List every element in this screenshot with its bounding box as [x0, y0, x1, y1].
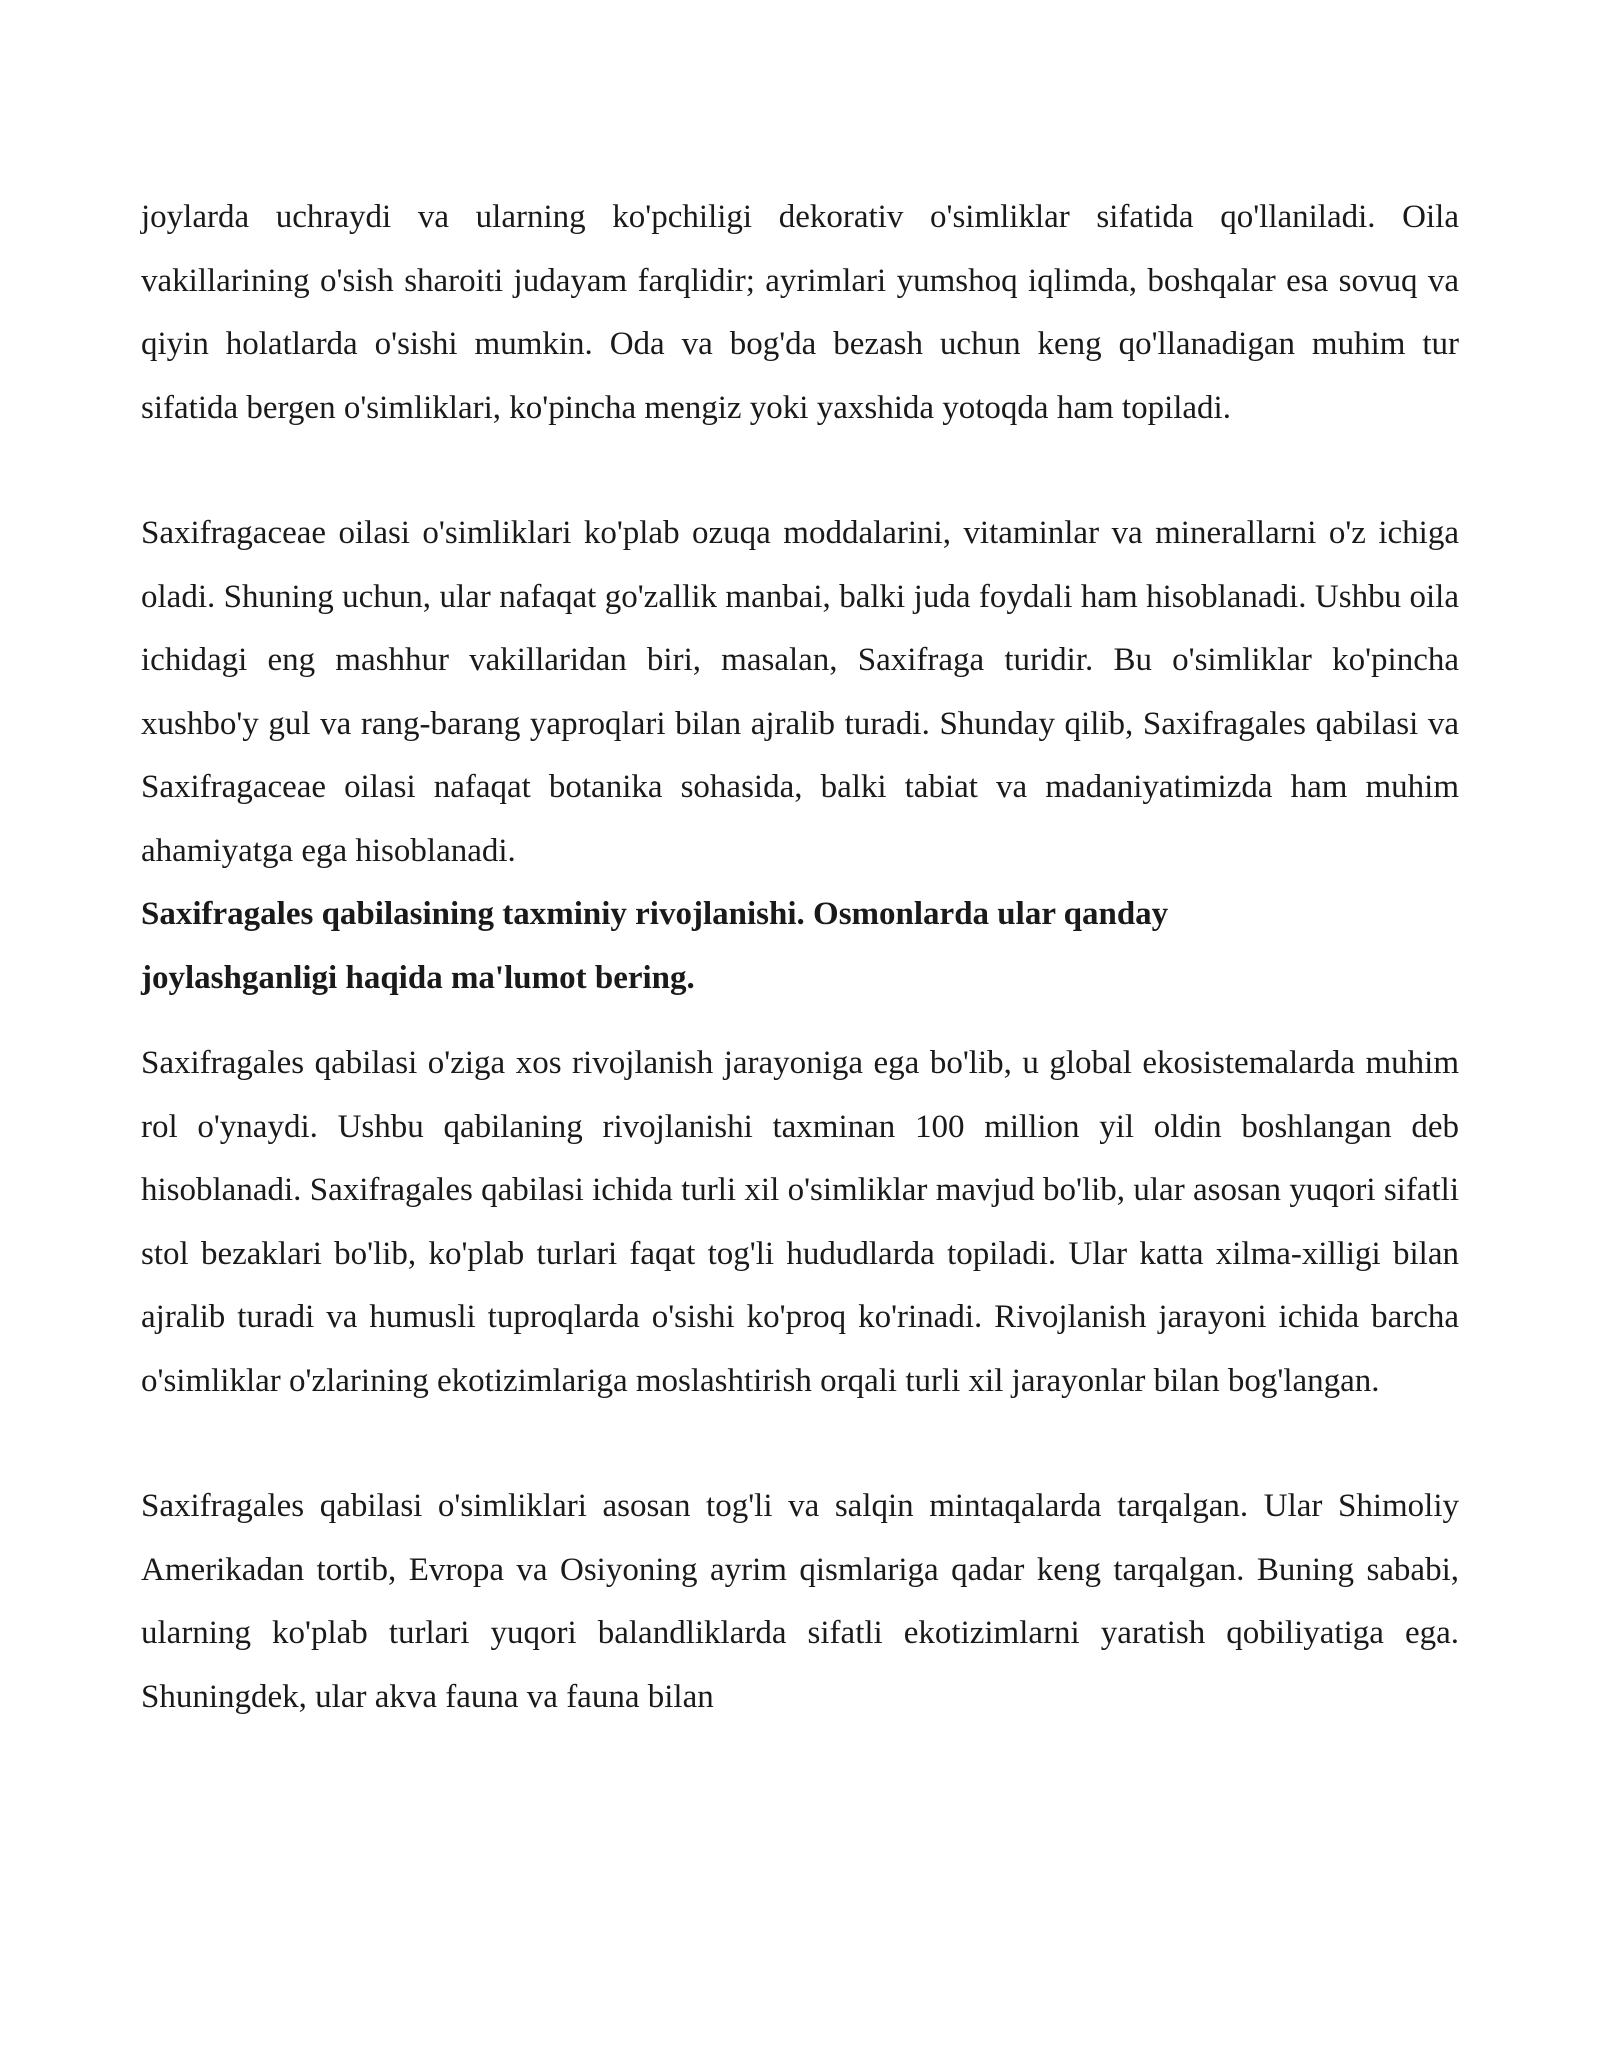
- section-heading: Saxifragales qabilasining taxminiy rivojlanishi. Osmonlarda ular qanday joylashganligi haqida ma'lumot bering.: [141, 896, 1169, 996]
- paragraph-3: Saxifragales qabilasi o'ziga xos rivojlanish jarayoniga ega bo'lib, u global ekosistemalarda muhim rol o'ynaydi. Ushbu qabilaning rivojlanishi taxminan 100 million yil oldin boshlangan deb hisoblanadi. Saxifragales qabilasi ichida turli xil o'simliklar mavjud bo'lib, ular asosan yuqori sifatli stol bezaklari bo'lib, ko'plab turlari faqat tog'li hududlarda topiladi. Ular katta xilma-xilligi bilan ajralib turadi va humusli tuproqlarda o'sishi ko'proq ko'rinadi. Rivojlanish jarayoni ichida barcha o'simliklar o'zlarining ekotizimlariga moslashtirish orqali turli xil jarayonlar bilan bog'langan.: [141, 1045, 1459, 1399]
- paragraph-1: joylarda uchraydi va ularning ko'pchiligi dekorativ o'simliklar sifatida qo'llaniladi. Oila vakillarining o'sish sharoiti judayam farqlidir; ayrimlari yumshoq iqlimda, boshqalar esa sovuq va qiyin holatlarda o'sishi mumkin. Oda va bog'da bezash uchun keng qo'llanadigan muhim tur sifatida bergen o'simliklari, ko'pincha mengiz yoki yaxshida yotoqda ham topiladi.: [141, 199, 1459, 426]
- document-page: [141, 186, 1459, 1729]
- paragraph-4: Saxifragales qabilasi o'simliklari asosan tog'li va salqin mintaqalarda tarqalgan. Ular Shimoliy Amerikadan tortib, Evropa va Osiyoning ayrim qismlariga qadar keng tarqalgan. Buning sababi, ularning ko'plab turlari yuqori balandliklarda sifatli ekotizimlarni yaratish qobiliyatiga ega. Shuningdek, ular akva fauna va fauna bilan: [141, 1488, 1459, 1715]
- paragraph-2: Saxifragaceae oilasi o'simliklari ko'plab ozuqa moddalarini, vitaminlar va minerallarni o'z ichiga oladi. Shuning uchun, ular nafaqat go'zallik manbai, balki juda foydali ham hisoblanadi. Ushbu oila ichidagi eng mashhur vakillaridan biri, masalan, Saxifraga turidir. Bu o'simliklar ko'pincha xushbo'y gul va rang-barang yaproqlari bilan ajralib turadi. Shunday qilib, Saxifragales qabilasi va Saxifragaceae oilasi nafaqat botanika sohasida, balki tabiat va madaniyatimizda ham muhim ahamiyatga ega hisoblanadi.: [141, 515, 1459, 869]
